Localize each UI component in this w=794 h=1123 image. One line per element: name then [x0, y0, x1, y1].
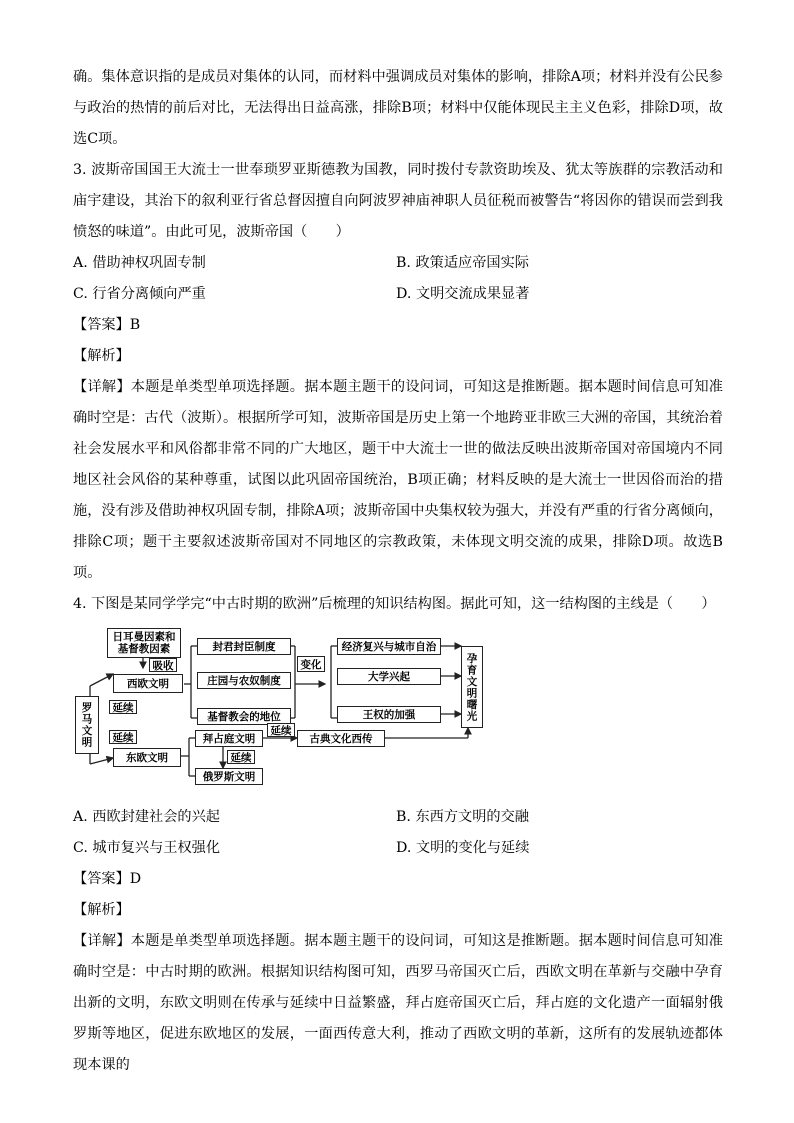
box-kingship-strengthen: 王权的加强 [337, 706, 441, 723]
document-page [73, 62, 723, 1081]
q4-options [73, 802, 723, 864]
q3-detail: 【详解】本题是单类型单项选择题。据本题主题干的设问词，可知这是推断题。据本题时间信息可知准确时空是：古代（波斯）。根据所学可知，波斯帝国是历史上第一个地跨亚非欧三大洲的帝国，其统治着社会发展水平和风俗都非常不同的广大地区，题干中大流士一世的做法反映出波斯帝国对帝国境内不同地区社会风俗的某种尊重，试图以此巩固帝国统治，B项正确；材料反映的是大流士一世因俗而治的措施，没有涉及借助神权巩固专制，排除A项；波斯帝国中央集权较为强大，并没有严重的行省分离倾向，排除C项；题干主要叙述波斯帝国对不同地区的宗教政策，未体现文明交流的成果，排除D项。故选B项。 [73, 379, 723, 581]
box-dawn-of-civilization: 孕育文明曙光 [461, 646, 483, 728]
q4-stem: 4. 下图是某同学学完“中古时期的欧洲”后梳理的知识结构图。据此可知，这一结构图的主线是（ ） [73, 596, 716, 612]
q3-option-d[interactable]: D. 文明交流成果显著 [396, 286, 530, 302]
box-classical-culture-west: 古典文化西传 [297, 730, 385, 747]
box-byzantine-civilization: 拜占庭文明 [195, 730, 263, 747]
q3-option-c[interactable]: C. 行省分离倾向严重 [73, 286, 206, 302]
knowledge-structure-diagram [73, 626, 493, 798]
q4-answer: 【答案】D [73, 871, 142, 887]
label-continue-byzantine: 延续 [267, 723, 295, 737]
box-russian-civilization: 俄罗斯文明 [195, 768, 263, 785]
q3-answer: 【答案】B [73, 317, 141, 333]
q4-analysis-label: 【解析】 [73, 902, 130, 918]
box-western-civilization: 西欧文明 [113, 674, 183, 693]
q4-option-c[interactable]: C. 城市复兴与王权强化 [73, 840, 221, 856]
q4-detail: 【详解】本题是单类型单项选择题。据本题主题干的设问词，可知这是推断题。据本题时间信息可知准确时空是：中古时期的欧洲。根据知识结构图可知，西罗马帝国灭亡后，西欧文明在革新与交融中孕育出新的文明，东欧文明则在传承与延续中日益繁盛，拜占庭帝国灭亡后，拜占庭的文化遗产一面辐射俄罗斯等地区，促进东欧地区的发展，一面西传意大利，推动了西欧文明的革新，这所有的发展轨迹都体现本课的 [73, 933, 723, 1073]
box-feudal-system: 封君封臣制度 [197, 638, 291, 655]
q4-option-b[interactable]: B. 东西方文明的交融 [396, 809, 529, 825]
q3-stem: 3. 波斯帝国国王大流士一世奉琐罗亚斯德教为国教，同时拨付专款资助埃及、犹太等族群的宗教活动和庙宇建设，其治下的叙利亚行省总督因擅自向阿波罗神庙神职人员征税而被警告“将因你的错误而尝到我愤怒的味道”。由此可见，波斯帝国（ ） [73, 162, 723, 240]
q4-option-d[interactable]: D. 文明的变化与延续 [396, 840, 530, 856]
box-eastern-civilization: 东欧文明 [113, 748, 181, 767]
label-change: 变化 [297, 656, 325, 672]
q3-analysis-label: 【解析】 [73, 348, 130, 364]
label-absorb: 吸收 [149, 658, 177, 672]
label-continue-east: 延续 [109, 730, 137, 744]
q3-options [73, 248, 723, 310]
q3-option-b[interactable]: B. 政策适应帝国实际 [396, 255, 529, 271]
box-church-status: 基督教会的地位 [197, 708, 291, 725]
box-economic-revival: 经济复兴与城市自治 [337, 638, 441, 655]
box-university-rise: 大学兴起 [337, 668, 441, 685]
label-continue-west: 延续 [109, 700, 137, 714]
q2-analysis-tail: 确。集体意识指的是成员对集体的认同，而材料中强调成员对集体的影响，排除A项；材料并没有公民参与政治的热情的前后对比，无法得出日益高涨，排除B项；材料中仅能体现民主主义色彩，排除D项，故选C项。 [73, 69, 723, 147]
box-roman-civilization: 罗马文明 [75, 696, 99, 754]
q4-option-a[interactable]: A. 西欧封建社会的兴起 [73, 809, 220, 825]
box-manor-serfdom: 庄园与农奴制度 [197, 672, 291, 689]
box-germanic-christian-factors: 日耳曼因素和基督教因素 [107, 628, 181, 658]
q3-option-a[interactable]: A. 借助神权巩固专制 [73, 255, 206, 271]
label-continue-russia: 延续 [227, 750, 255, 764]
